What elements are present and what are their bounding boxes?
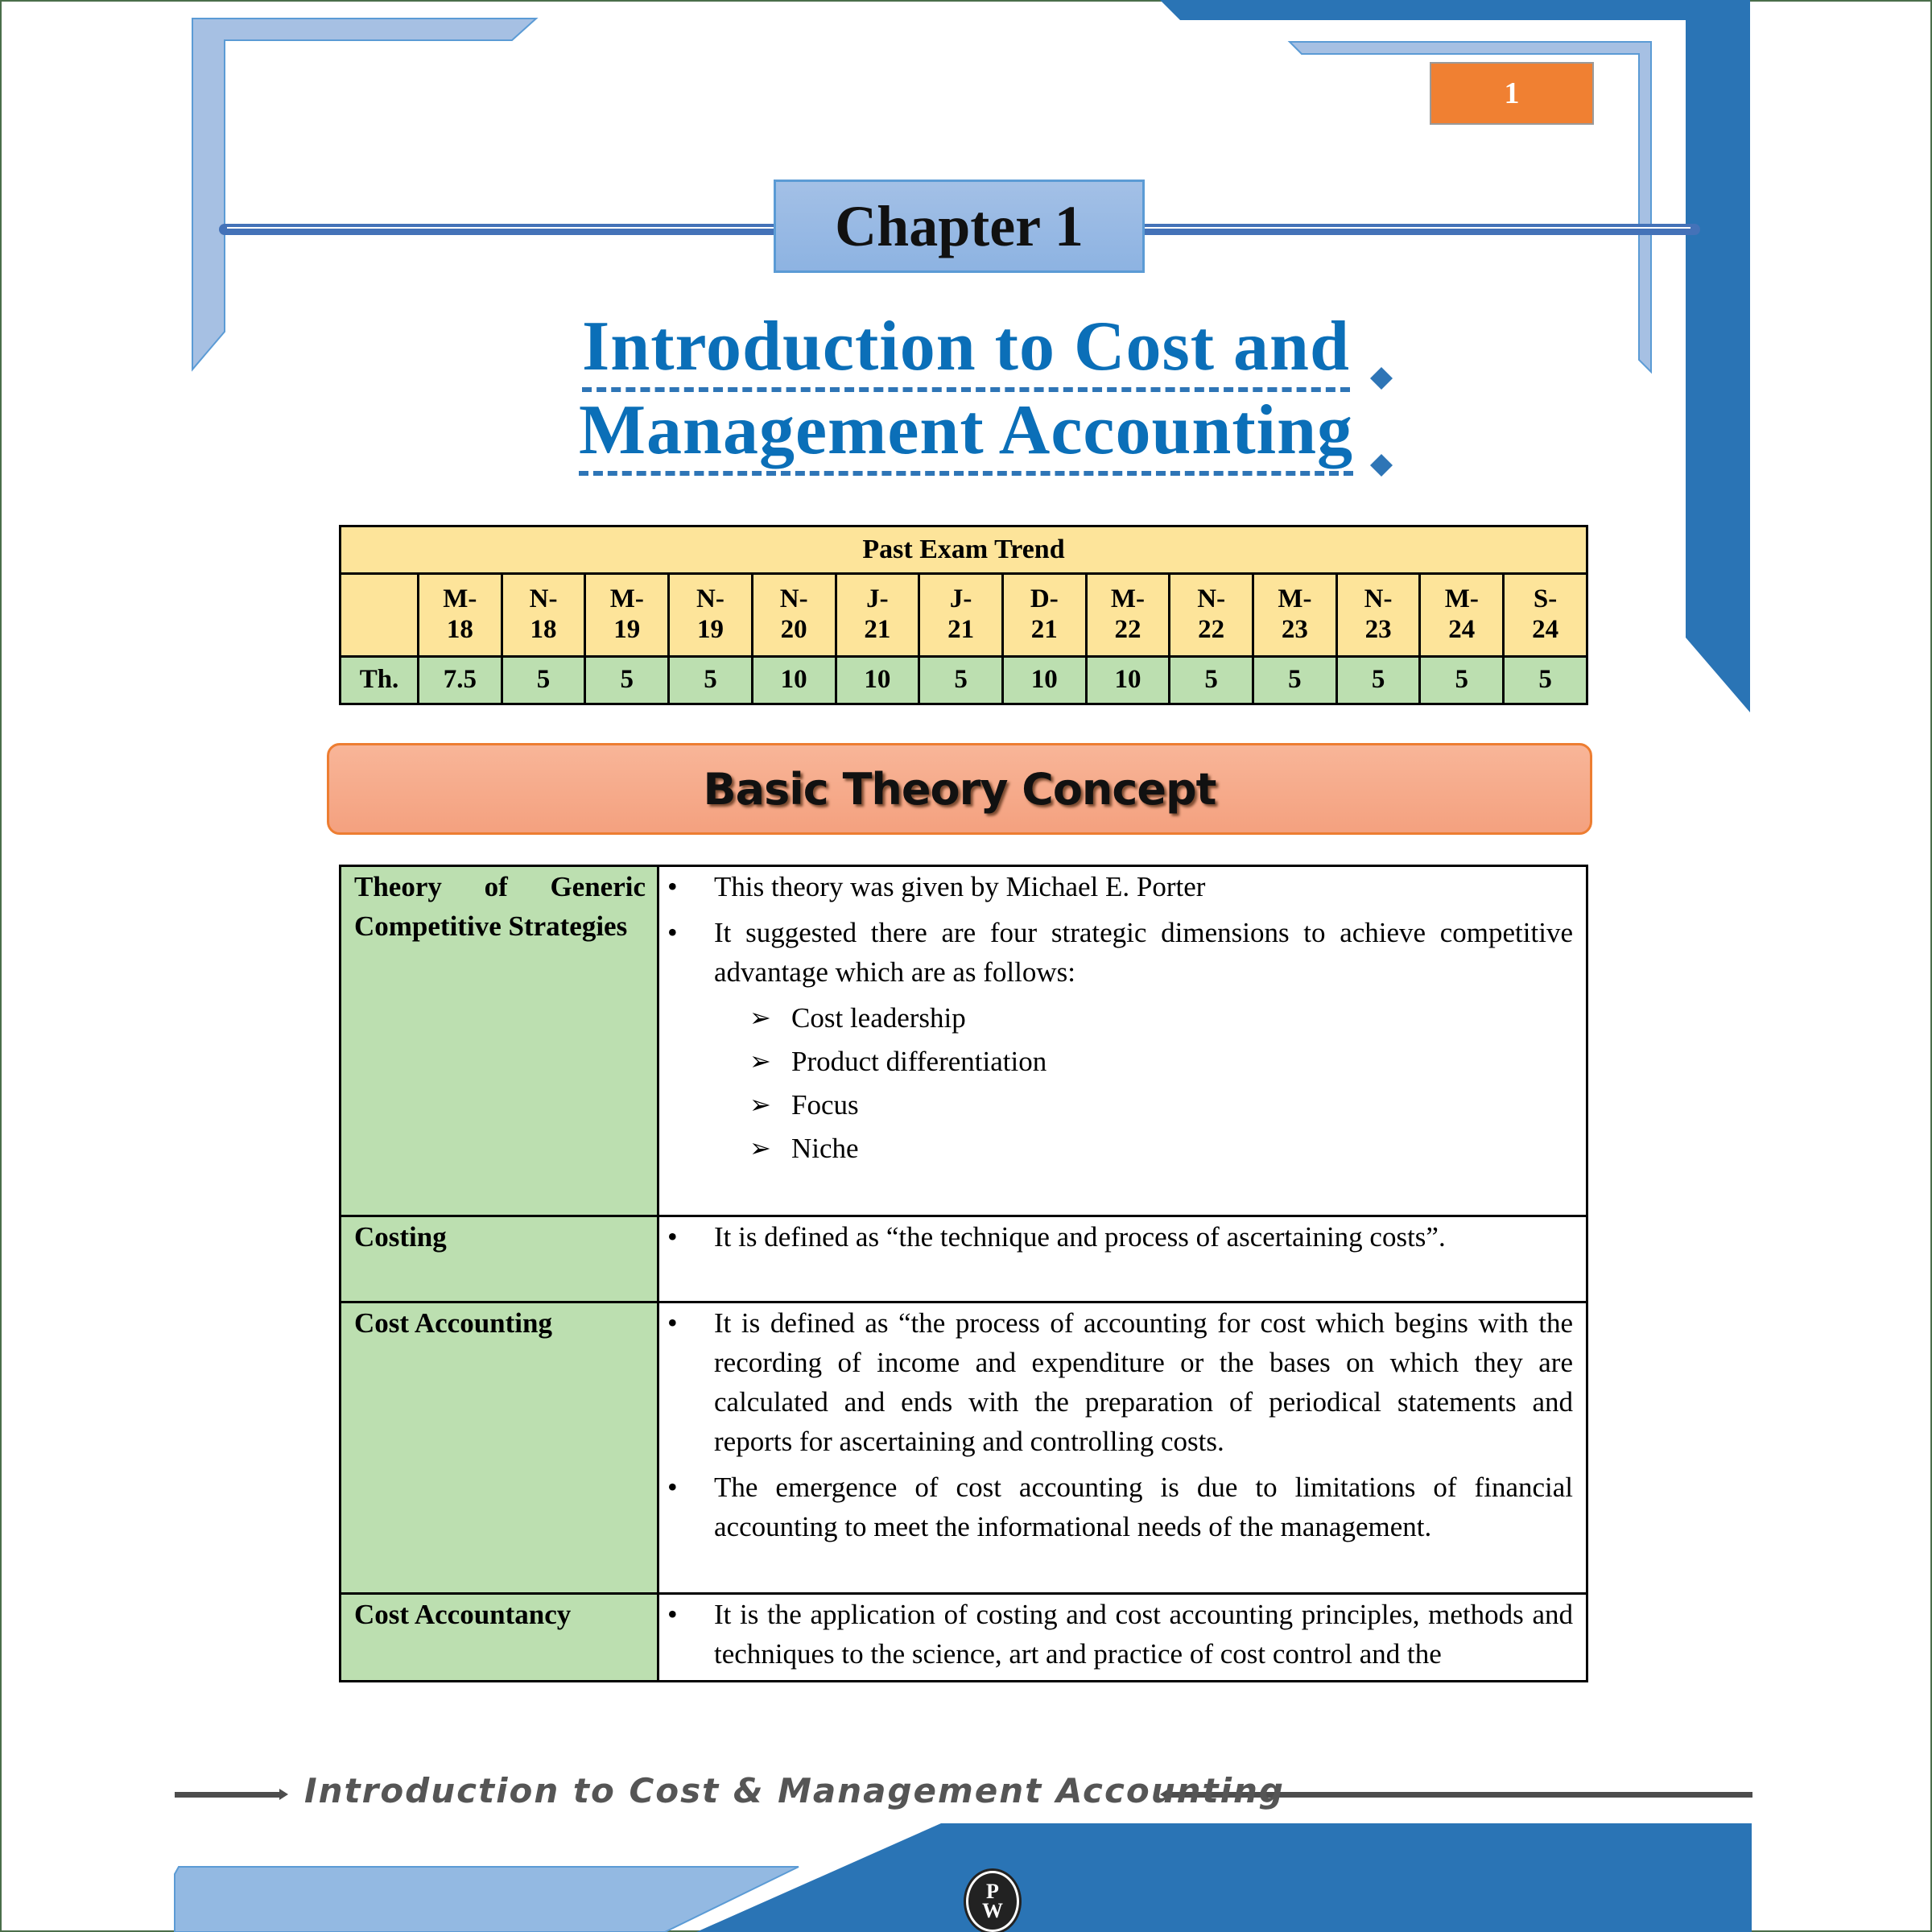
row-label: Th. bbox=[341, 657, 419, 704]
chapter-label: Chapter 1 bbox=[835, 193, 1084, 258]
theory-marks-row bbox=[341, 657, 1587, 704]
exam-session-cell: J- 21 bbox=[836, 574, 919, 657]
marks-cell: 7.5 bbox=[419, 657, 502, 704]
marks-cell: 5 bbox=[1504, 657, 1587, 704]
exam-session-row bbox=[341, 574, 1587, 657]
exam-session-cell: M- 19 bbox=[585, 574, 669, 657]
marks-cell: 10 bbox=[752, 657, 836, 704]
marks-cell: 10 bbox=[836, 657, 919, 704]
bullet-item: • This theory was given by Michael E. Porter bbox=[659, 867, 1573, 906]
exam-session-cell: M- 18 bbox=[419, 574, 502, 657]
basic-theory-concept-banner bbox=[327, 743, 1592, 835]
arrow-sub-item: ➢ Cost leadership bbox=[659, 998, 1573, 1038]
concept-row bbox=[341, 1216, 1587, 1302]
concept-term: Cost Accountancy bbox=[341, 1594, 658, 1682]
past-exam-trend-table bbox=[339, 525, 1588, 705]
page-number-badge bbox=[1430, 62, 1594, 125]
bullet-item: • The emergence of cost accounting is due to limitations of financial accounting to meet the informational needs of the management. bbox=[659, 1468, 1573, 1546]
banner-label: Basic Theory Concept bbox=[703, 763, 1216, 815]
concept-row bbox=[341, 866, 1587, 1216]
arrow-sub-item: ➢ Niche bbox=[659, 1129, 1573, 1168]
marks-cell: 5 bbox=[585, 657, 669, 704]
concept-row bbox=[341, 1594, 1587, 1682]
bullet-item: • It is defined as “the process of accounting for cost which begins with the recording of income and expenditure or the bases on which they are calculated and ends with the preparation of periodical statements and reports for ascertaining and controlling costs. bbox=[659, 1303, 1573, 1461]
bullet-item: • It suggested there are four strategic dimensions to achieve competitive advantage which are as follows: bbox=[659, 913, 1573, 992]
chapter-label-box bbox=[774, 180, 1145, 273]
concept-term: Theory of Generic Competitive Strategies bbox=[341, 866, 658, 1216]
chapter-title-line-2: Management Accounting bbox=[483, 390, 1449, 471]
chapter-title-line-1: Introduction to Cost and bbox=[483, 306, 1449, 387]
marks-cell: 10 bbox=[1002, 657, 1086, 704]
concepts-table bbox=[339, 865, 1588, 1682]
bullet-item: • It is defined as “the technique and process of ascertaining costs”. bbox=[659, 1217, 1573, 1257]
marks-cell: 5 bbox=[1170, 657, 1253, 704]
empty-corner-cell bbox=[341, 574, 419, 657]
exam-session-cell: M- 22 bbox=[1086, 574, 1170, 657]
exam-session-cell: N- 22 bbox=[1170, 574, 1253, 657]
marks-cell: 5 bbox=[1253, 657, 1337, 704]
concept-definition bbox=[658, 866, 1587, 1216]
exam-session-cell: N- 23 bbox=[1336, 574, 1420, 657]
marks-cell: 5 bbox=[669, 657, 753, 704]
exam-session-cell: N- 20 bbox=[752, 574, 836, 657]
marks-cell: 5 bbox=[919, 657, 1003, 704]
bullet-item: • It is the application of costing and cost accounting principles, methods and techniques to the science, art and practice of cost control and the bbox=[659, 1595, 1573, 1674]
concept-definition bbox=[658, 1216, 1587, 1302]
concept-term: Cost Accounting bbox=[341, 1302, 658, 1594]
marks-cell: 5 bbox=[502, 657, 585, 704]
arrow-sub-item: ➢ Product differentiation bbox=[659, 1042, 1573, 1081]
exam-session-cell: M- 23 bbox=[1253, 574, 1337, 657]
pw-logo-icon: P W bbox=[966, 1871, 1019, 1932]
marks-cell: 5 bbox=[1420, 657, 1504, 704]
arrow-sub-item: ➢ Focus bbox=[659, 1085, 1573, 1125]
concept-definition bbox=[658, 1302, 1587, 1594]
exam-session-cell: N- 19 bbox=[669, 574, 753, 657]
exam-session-cell: D- 21 bbox=[1002, 574, 1086, 657]
marks-cell: 5 bbox=[1336, 657, 1420, 704]
exam-session-cell: N- 18 bbox=[502, 574, 585, 657]
concept-definition bbox=[658, 1594, 1587, 1682]
marks-cell: 10 bbox=[1086, 657, 1170, 704]
concept-term: Costing bbox=[341, 1216, 658, 1302]
exam-session-cell: S- 24 bbox=[1504, 574, 1587, 657]
footer-running-title: Introduction to Cost & Management Accounting bbox=[304, 1771, 1285, 1810]
exam-trend-title: Past Exam Trend bbox=[341, 526, 1587, 574]
page-number: 1 bbox=[1504, 76, 1520, 110]
exam-session-cell: M- 24 bbox=[1420, 574, 1504, 657]
concept-row bbox=[341, 1302, 1587, 1594]
exam-session-cell: J- 21 bbox=[919, 574, 1003, 657]
